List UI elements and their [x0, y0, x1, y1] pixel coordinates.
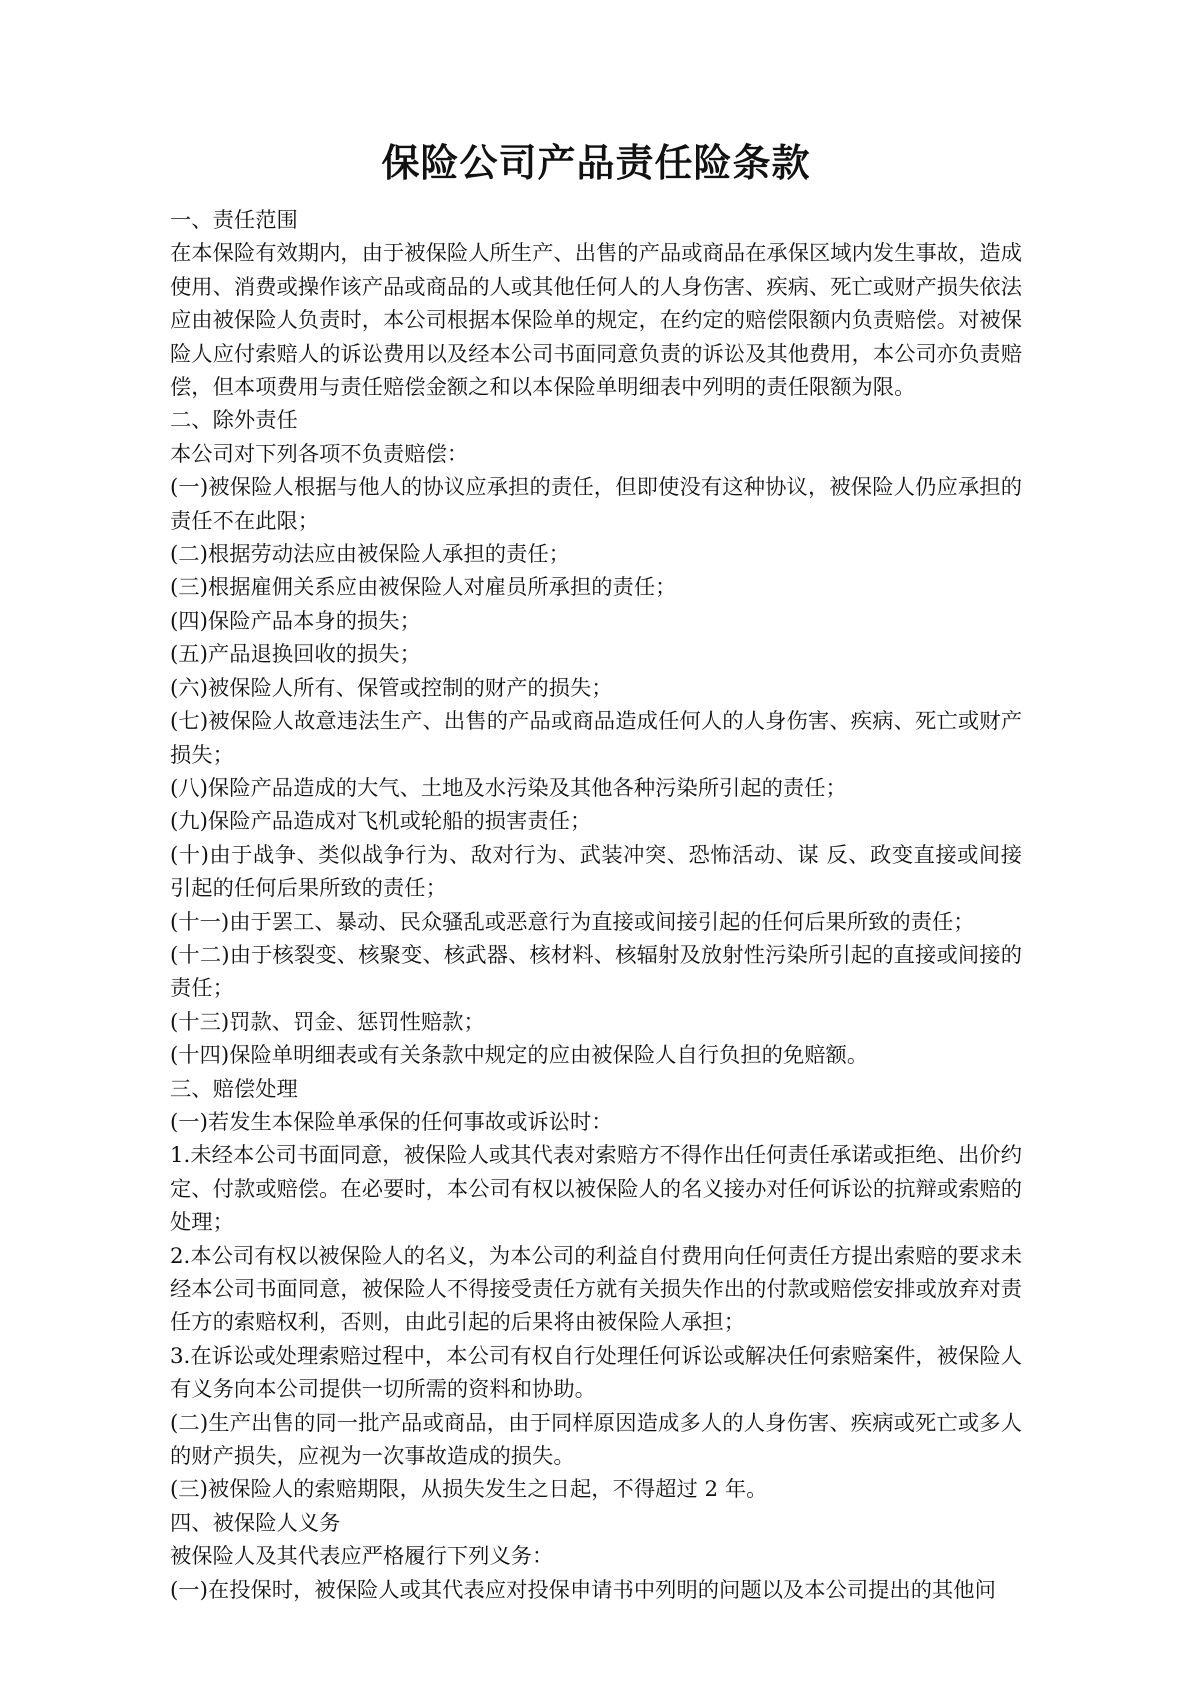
paragraph: (三)被保险人的索赔期限，从损失发生之日起，不得超过 2 年。: [170, 1477, 768, 1503]
paragraph: 三、赔偿处理: [170, 1076, 298, 1102]
paragraph: 本公司对下列各项不负责赔偿：: [170, 441, 469, 467]
paragraph: (五)产品退换回收的损失；: [170, 642, 421, 668]
paragraph: (八)保险产品造成的大气、土地及水污染及其他各种污染所引起的责任；: [170, 775, 847, 801]
paragraph: (十一)由于罢工、暴动、民众骚乱或恶意行为直接或间接引起的任何后果所致的责任；: [170, 909, 975, 935]
paragraph: (七)被保险人故意违法生产、出售的产品或商品造成任何人的人身伤害、疾病、死亡或财产损失；: [170, 709, 1022, 768]
paragraph: (六)被保险人所有、保管或控制的财产的损失；: [170, 675, 613, 701]
paragraph: (十二)由于核裂变、核聚变、核武器、核材料、核辐射及放射性污染所引起的直接或间接的责任；: [170, 942, 1022, 1002]
paragraph: 一、责任范围: [170, 208, 298, 233]
paragraph: 3.在诉讼或处理索赔过程中，本公司有权自行处理任何诉讼或解决任何索赔案件，被保险人有义务向本公司提供一切所需的资料和协助。: [170, 1343, 1022, 1403]
paragraph: (二)根据劳动法应由被保险人承担的责任；: [170, 542, 570, 568]
paragraph: 四、被保险人义务: [170, 1510, 341, 1536]
paragraph: (十)由于战争、类似战争行为、敌对行为、武装冲突、恐怖活动、谋 反、政变直接或间接引起的任何后果所致的责任；: [170, 842, 1022, 902]
paragraph: (一)被保险人根据与他人的协议应承担的责任，但即使没有这种协议，被保险人仍应承担的责任不在此限；: [170, 475, 1022, 534]
paragraph: (四)保险产品本身的损失；: [170, 608, 421, 634]
paragraph: (十四)保险单明细表或有关条款中规定的应由被保险人自行负担的免赔额。: [170, 1043, 869, 1069]
paragraph: (一)若发生本保险单承保的任何事故或诉讼时：: [170, 1109, 613, 1135]
document-body: [170, 204, 1022, 1607]
paragraph: 在本保险有效期内，由于被保险人所生产、出售的产品或商品在承保区域内发生事故，造成使用、消费或操作该产品或商品的人或其他任何人的人身伤害、疾病、死亡或财产损失依法应由被保险人负责时，本公司根据本保险单的规定，在约定的赔偿限额内负责赔偿。对被保险人应付索赔人的诉讼费用以及经本公司书面同意负责的诉讼及其他费用，本公司亦负责赔偿，但本项费用与责任赔偿金额之和以本保险单明细表中列明的责任限额为限。: [170, 241, 1022, 401]
paragraph: 被保险人及其代表应严格履行下列义务：: [170, 1544, 554, 1570]
paragraph: (一)在投保时，被保险人或其代表应对投保申请书中列明的问题以及本公司提出的其他问: [170, 1577, 996, 1603]
paragraph: (十三)罚款、罚金、惩罚性赔款；: [170, 1009, 485, 1035]
paragraph: (九)保险产品造成对飞机或轮船的损害责任；: [170, 809, 592, 835]
paragraph: (三)根据雇佣关系应由被保险人对雇员所承担的责任；: [170, 575, 677, 601]
document-title: 保险公司产品责任险条款: [381, 140, 811, 185]
paragraph: 二、除外责任: [170, 408, 298, 434]
paragraph: (二)生产出售的同一批产品或商品，由于同样原因造成多人的人身伤害、疾病或死亡或多人的财产损失，应视为一次事故造成的损失。: [170, 1410, 1022, 1470]
paragraph: 1.未经本公司书面同意，被保险人或其代表对索赔方不得作出任何责任承诺或拒绝、出价约定、付款或赔偿。在必要时，本公司有权以被保险人的名义接办对任何诉讼的抗辩或索赔的处理；: [170, 1143, 1022, 1236]
paragraph: 2.本公司有权以被保险人的名义，为本公司的利益自付费用向任何责任方提出索赔的要求未经本公司书面同意，被保险人不得接受责任方就有关损失作出的付款或赔偿安排或放弃对责任方的索赔权利，否则，由此引起的后果将由被保险人承担；: [170, 1243, 1022, 1336]
